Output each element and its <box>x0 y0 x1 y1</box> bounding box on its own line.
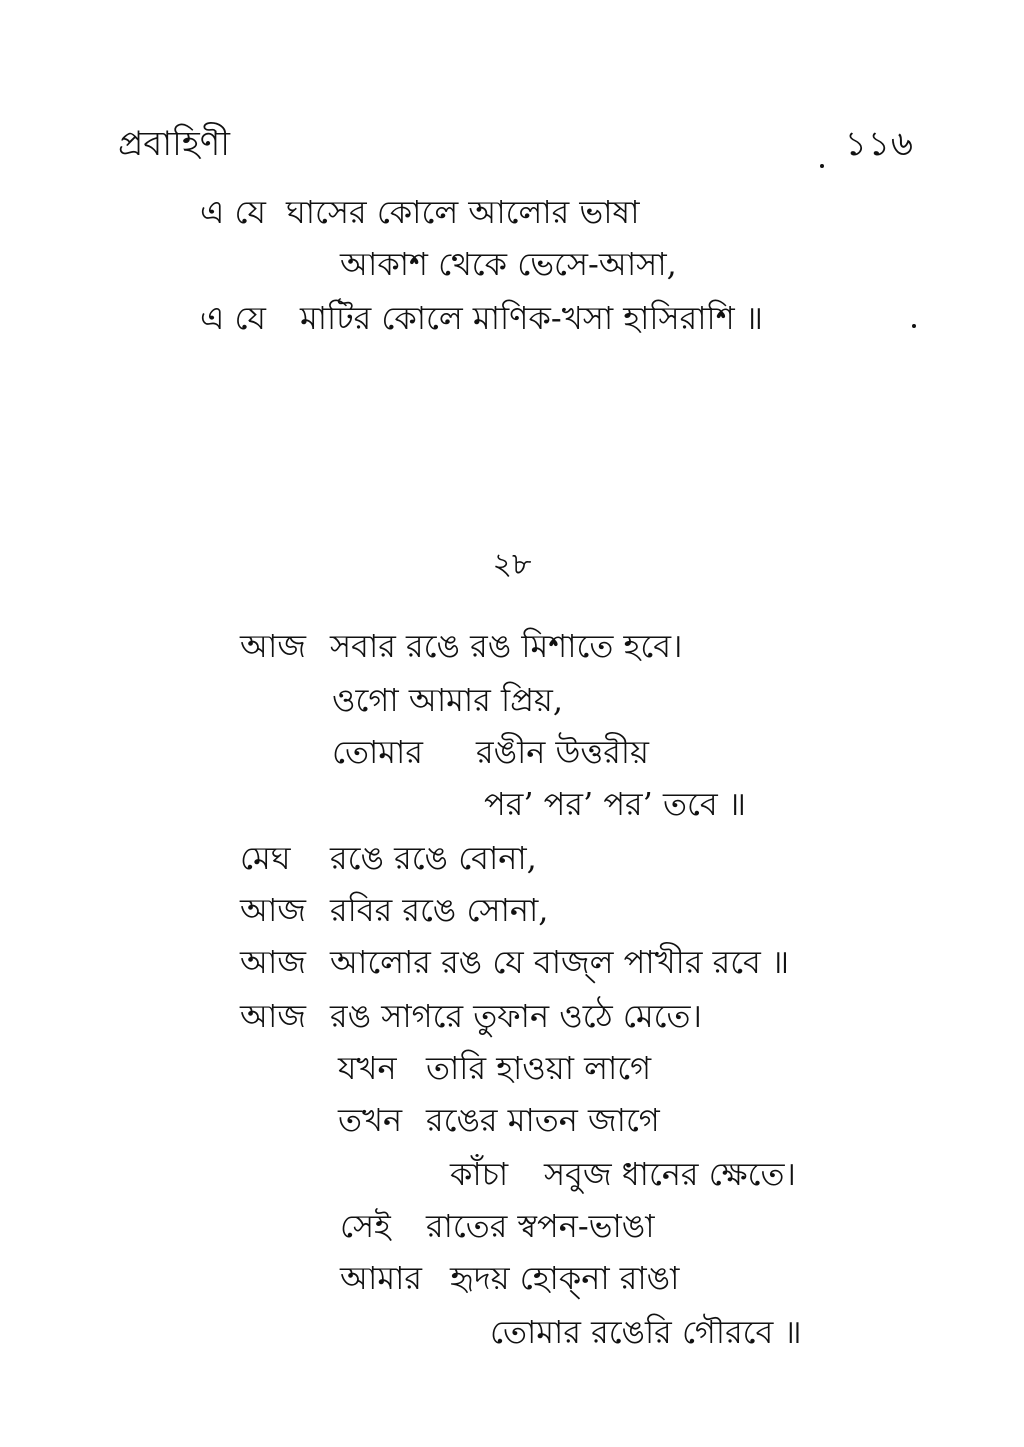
verse-line <box>240 890 548 930</box>
verse-text: তারি হাওয়া লাগে <box>426 1049 652 1087</box>
verse-line <box>240 838 537 878</box>
verse-text: সবার রঙে রঙ মিশাতে হবে। <box>330 627 683 665</box>
ink-speck <box>820 164 824 168</box>
verse-text: রঙের মাতন জাগে <box>426 1101 660 1139</box>
verse-text: হৃদয় হোক্‌না রাঙা <box>450 1259 680 1297</box>
verse-text: রঙ সাগরে তুফান ওঠে মেতে। <box>330 997 702 1035</box>
verse-lead: আজ <box>240 943 306 981</box>
verse-line <box>338 1048 651 1088</box>
verse-lead: তোমার <box>332 733 423 771</box>
verse-line <box>240 626 682 666</box>
verse-line <box>340 244 677 284</box>
verse-lead: আজ <box>240 997 306 1035</box>
verse-line <box>240 996 702 1036</box>
verse-lead: কাঁচা <box>450 1155 509 1193</box>
verse-line <box>240 942 789 982</box>
verse-text: ঘাসের কোলে আলোর ভাষা <box>286 193 640 231</box>
page-number: ১১৬ <box>844 124 914 164</box>
verse-line <box>200 192 639 232</box>
verse-line <box>200 298 763 338</box>
song-number: ২৮ <box>492 547 532 582</box>
verse-text: আকাশ থেকে ভেসে-আসা, <box>340 245 677 283</box>
verse-line <box>484 784 746 824</box>
verse-line <box>338 1100 660 1140</box>
verse-lead: এ যে <box>200 299 266 337</box>
verse-line <box>490 1312 802 1352</box>
verse-text: মাটির কোলে মাণিক-খসা হাসিরাশি ॥ <box>300 299 763 337</box>
verse-text: তোমার রঙেরি গৌরবে ॥ <box>490 1313 802 1351</box>
verse-line <box>450 1154 796 1194</box>
verse-lead: তখন <box>338 1101 403 1139</box>
verse-line <box>340 1206 655 1246</box>
verse-text: রঙে রঙে বোনা, <box>330 839 537 877</box>
verse-lead: এ যে <box>200 193 266 231</box>
verse-text: রঙীন উত্তরীয় <box>476 733 649 771</box>
verse-line <box>340 1258 679 1298</box>
verse-lead: আজ <box>240 891 306 929</box>
verse-text: রাতের স্বপন-ভাঙা <box>426 1207 655 1245</box>
verse-lead: যখন <box>338 1049 397 1087</box>
verse-text: রবির রঙে সোনা, <box>330 891 549 929</box>
verse-text: সবুজ ধানের ক্ষেতে। <box>544 1155 796 1193</box>
verse-lead: মেঘ <box>240 839 291 877</box>
running-head: প্রবাহিণী <box>118 124 231 164</box>
verse-line <box>332 732 649 772</box>
verse-text: পর’ পর’ পর’ তবে ॥ <box>484 785 746 823</box>
verse-lead: আমার <box>340 1259 422 1297</box>
ink-speck <box>912 324 916 328</box>
verse-text: ওগো আমার প্রিয়, <box>332 681 564 719</box>
verse-line <box>332 680 563 720</box>
verse-text: আলোর রঙ যে বাজ্‌ল পাখীর রবে ॥ <box>330 943 790 981</box>
verse-lead: আজ <box>240 627 306 665</box>
verse-lead: সেই <box>340 1207 391 1245</box>
